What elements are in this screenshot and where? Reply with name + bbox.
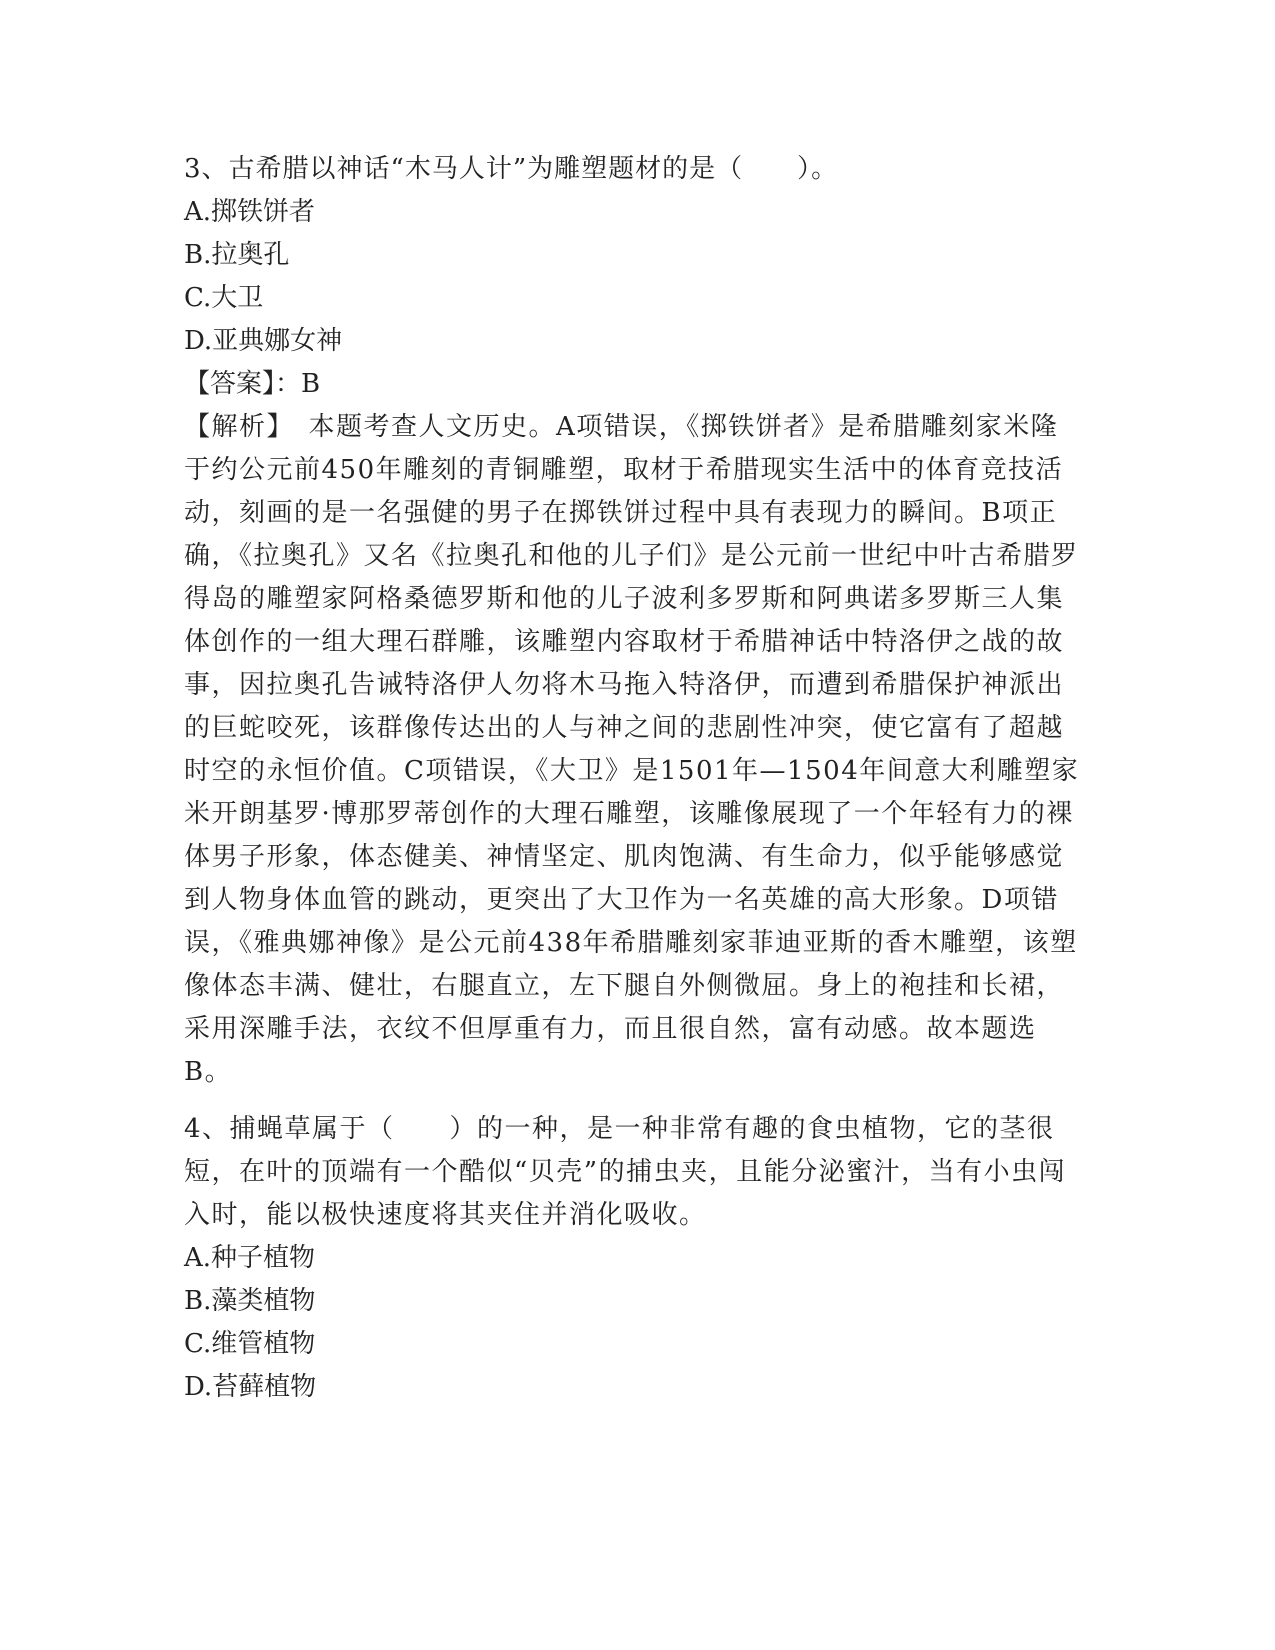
analysis-text: 【解析】 本题考查人文历史。A项错误，《掷铁饼者》是希腊雕刻家米隆于约公元前450年雕刻的青铜雕塑，取材于希腊现实生活中的体育竞技活动，刻画的是一名强健的男子在掷铁饼过程中具有表现力的瞬间。B项正确，《拉奥孔》又名《拉奥孔和他的儿子们》是公元前一世纪中叶古希腊罗得岛的雕塑家阿格桑德罗斯和他的儿子波利多罗斯和阿典诺多罗斯三人集体创作的一组大理石群雕，该雕塑内容取材于希腊神话中特洛伊之战的故事，因拉奥孔告诫特洛伊人勿将木马拖入特洛伊，而遭到希腊保护神派出的巨蛇咬死，该群像传达出的人与神之间的悲剧性冲突，使它富有了超越时空的永恒价值。C项错误，《大卫》是1501年—1504年间意大利雕塑家米开朗基罗·博那罗蒂创作的大理石雕塑，该雕像展现了一个年轻有力的裸体男子形象，体态健美、神情坚定、肌肉饱满、有生命力，似乎能够感觉到人物身体血管的跳动，更突出了大卫作为一名英雄的高大形象。D项错误，《雅典娜神像》是公元前438年希腊雕刻家菲迪亚斯的香木雕塑，该塑像体态丰满、健壮，右腿直立，左下腿自外侧微屈。身上的袍挂和长裙，采用深雕手法，衣纹不但厚重有力，而且很自然，富有动感。故本题选B。 [184,412,1080,1087]
question-divider [184,1094,1084,1108]
option-d: D.亚典娜女神 [184,326,343,356]
option-a: A.掷铁饼者 [184,197,316,227]
option-c: C.维管植物 [184,1329,316,1359]
question-stem: 3、古希腊以神话“木马人计”为雕塑题材的是（ ）。 [184,154,839,184]
question-stem: 4、捕蝇草属于（ ）的一种，是一种非常有趣的食虫植物，它的茎很短，在叶的顶端有一个酷似“贝壳”的捕虫夹，且能分泌蜜汁，当有小虫闯入时，能以极快速度将其夹住并消化吸收。 [184,1114,1067,1230]
option-b: B.藻类植物 [184,1286,316,1316]
option-c: C.大卫 [184,283,264,313]
option-d: D.苔藓植物 [184,1372,317,1402]
option-a: A.种子植物 [184,1243,316,1273]
question-4 [184,1108,1084,1409]
answer-label: 【答案】：B [184,369,321,399]
option-b: B.拉奥孔 [184,240,290,270]
question-3 [184,148,1084,1094]
document-page [184,148,1084,1409]
